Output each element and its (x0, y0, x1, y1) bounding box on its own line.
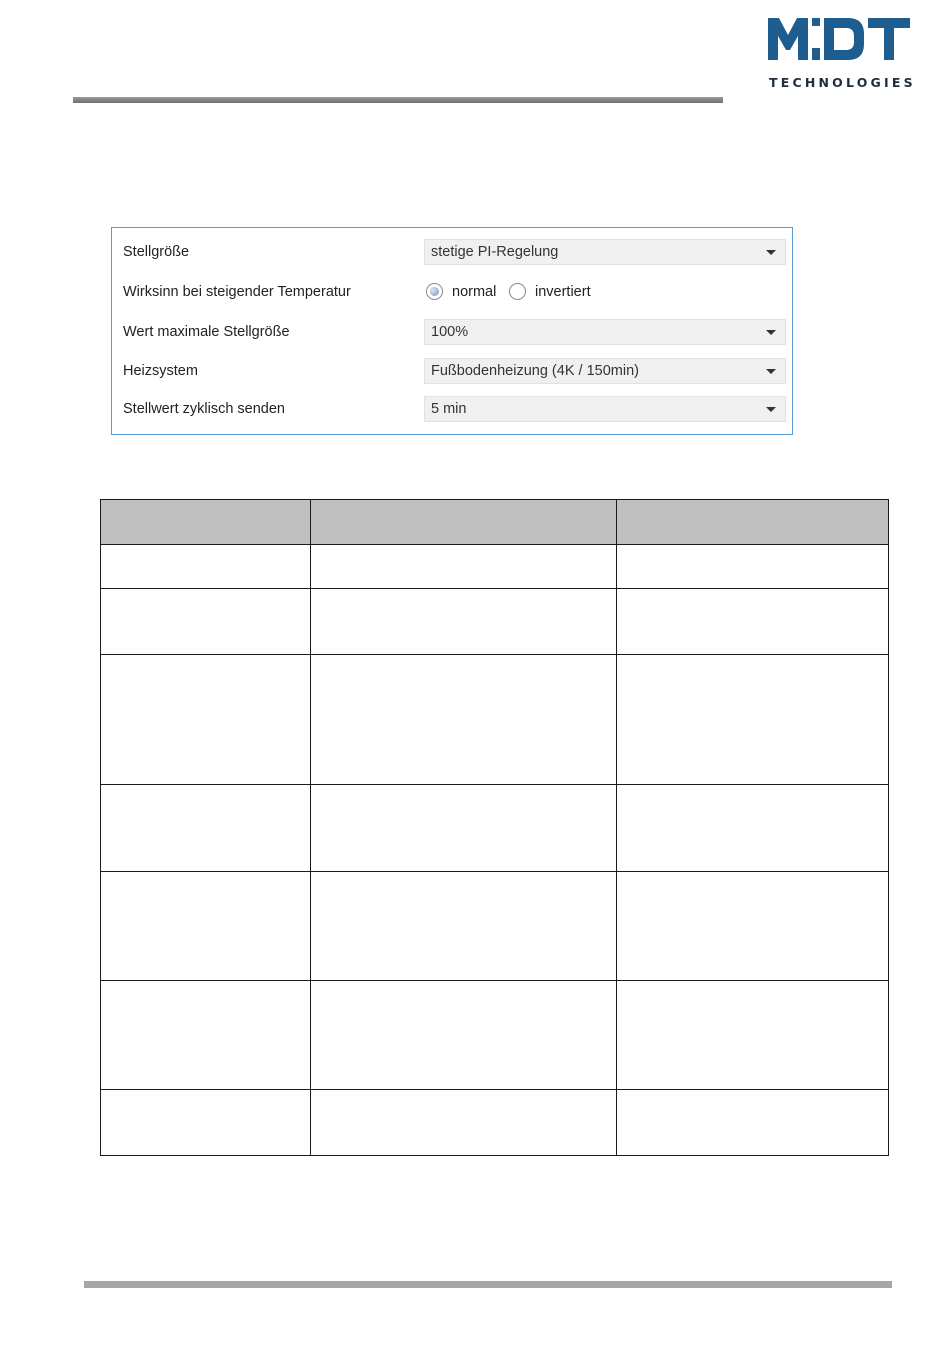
chevron-down-icon (766, 250, 776, 255)
param-row-max-stellgroesse (112, 319, 792, 347)
table-row (101, 872, 889, 981)
table-header-cell (311, 500, 617, 545)
radio-checked-icon[interactable] (426, 283, 443, 300)
stellgroesse-label: Stellgröße (123, 244, 190, 260)
table-cell (617, 785, 889, 872)
table-cell (101, 1090, 311, 1156)
zyklisch-dropdown[interactable] (424, 396, 786, 422)
table-cell (617, 981, 889, 1090)
param-row-stellgroesse (112, 239, 792, 267)
param-row-heizsystem (112, 358, 792, 386)
stellgroesse-dropdown[interactable] (424, 239, 786, 265)
stellgroesse-value: stetige PI-Regelung (431, 244, 559, 260)
table-row (101, 981, 889, 1090)
chevron-down-icon (766, 369, 776, 374)
table-cell (617, 872, 889, 981)
max-stellgroesse-dropdown[interactable] (424, 319, 786, 345)
chevron-down-icon (766, 330, 776, 335)
radio-unchecked-icon[interactable] (509, 283, 526, 300)
max-stellgroesse-value: 100% (431, 324, 469, 340)
table-cell (311, 545, 617, 589)
table-cell (617, 545, 889, 589)
logo-subtitle: TECHNOLOGIES (769, 75, 916, 90)
table-cell (311, 981, 617, 1090)
table-row (101, 589, 889, 655)
table-cell (311, 589, 617, 655)
footer-rule (84, 1281, 892, 1288)
table-row (101, 785, 889, 872)
table-cell (617, 589, 889, 655)
param-row-wirksinn (112, 279, 792, 307)
radio-label-invertiert: invertiert (535, 284, 591, 300)
zyklisch-value: 5 min (431, 401, 467, 417)
table-cell (311, 872, 617, 981)
header-rule (73, 97, 723, 103)
table-cell (101, 589, 311, 655)
table-cell (101, 785, 311, 872)
zyklisch-label: Stellwert zyklisch senden (123, 401, 285, 417)
heizsystem-label: Heizsystem (123, 363, 198, 379)
table-cell (101, 981, 311, 1090)
table-cell (617, 655, 889, 785)
table-row (101, 1090, 889, 1156)
radio-label-normal: normal (452, 284, 497, 300)
table-cell (617, 1090, 889, 1156)
chevron-down-icon (766, 407, 776, 412)
table-cell (101, 872, 311, 981)
table-cell (311, 785, 617, 872)
table-header-cell (101, 500, 311, 545)
table-cell (101, 655, 311, 785)
table-row (101, 655, 889, 785)
wirksinn-label: Wirksinn bei steigender Temperatur (123, 284, 351, 300)
parameter-panel (111, 227, 793, 435)
parameter-table (100, 499, 889, 1156)
heizsystem-value: Fußbodenheizung (4K / 150min) (431, 363, 639, 379)
table-header-cell (617, 500, 889, 545)
heizsystem-dropdown[interactable] (424, 358, 786, 384)
table-row (101, 545, 889, 589)
table-cell (101, 545, 311, 589)
max-stellgroesse-label: Wert maximale Stellgröße (123, 324, 290, 340)
table-header-row (101, 500, 889, 545)
table-cell (311, 655, 617, 785)
param-row-zyklisch (112, 396, 792, 424)
table-cell (311, 1090, 617, 1156)
